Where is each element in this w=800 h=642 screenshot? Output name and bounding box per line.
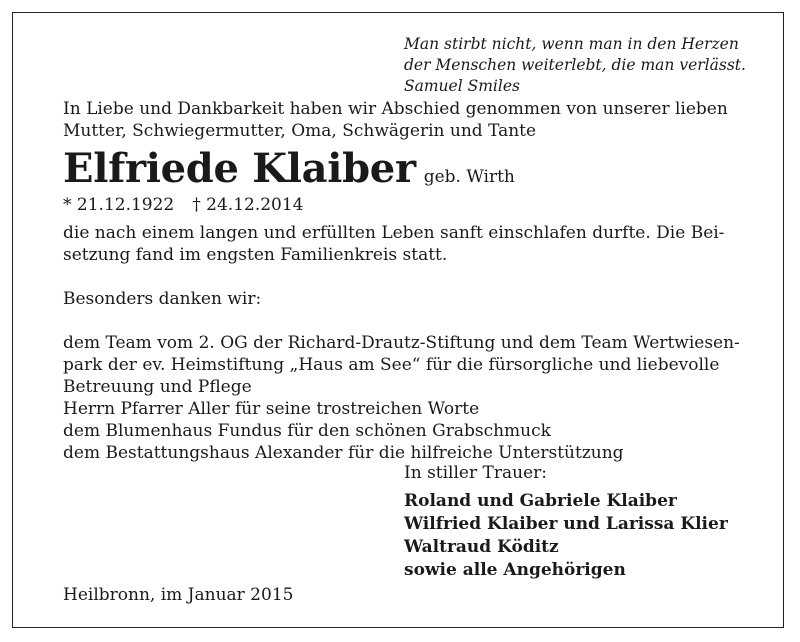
quote-line: Man stirbt nicht, wenn man in den Herzen [404,35,739,53]
thanks-line: Betreuung und Pflege [63,377,252,397]
life-dates [63,194,304,216]
deceased-name: Elfriede Klaiber [63,145,416,192]
mourner-name: Wilfried Klaiber und Larissa Klier [404,514,728,534]
body-line: die nach einem langen und erfüllten Leben sanft einschlafen durfte. Die Bei- [63,223,725,243]
thanks-line: dem Bestattungshaus Alexander für die hilfreiche Unterstützung [63,443,624,463]
birth-date: * 21.12.1922 [63,195,175,215]
mourner-name: Waltraud Köditz [404,537,559,557]
body-line: setzung fand im engsten Familienkreis statt. [63,245,448,265]
mourner-name: Roland und Gabriele Klaiber [404,491,677,511]
place-date: Heilbronn, im Januar 2015 [63,585,294,605]
mourners-list [404,490,728,582]
death-date: † 24.12.2014 [192,195,304,215]
thanks-line: dem Team vom 2. OG der Richard-Drautz-Stiftung und dem Team Wertwiesen- [63,333,740,353]
deceased-heading [63,147,515,191]
thanks-line: park der ev. Heimstiftung „Haus am See“ für die fürsorgliche und liebevolle [63,355,720,375]
thanks-heading: Besonders danken wir: [63,289,262,309]
intro-text [63,98,753,142]
mourner-name: sowie alle Angehörigen [404,560,626,580]
thanks-line: Herrn Pfarrer Aller für seine trostreichen Worte [63,399,480,419]
intro-line: Mutter, Schwiegermutter, Oma, Schwägerin und Tante [63,121,537,141]
intro-line: In Liebe und Dankbarkeit haben wir Abschied genommen von unserer lieben [63,99,728,119]
mourning-label: In stiller Trauer: [404,463,547,483]
quote-author: Samuel Smiles [404,77,520,95]
maiden-name: geb. Wirth [423,167,515,187]
notice-body [63,222,753,464]
memorial-quote [404,34,764,97]
quote-line: der Menschen weiterlebt, die man verlässt. [404,56,746,74]
thanks-line: dem Blumenhaus Fundus für den schönen Grabschmuck [63,421,551,441]
